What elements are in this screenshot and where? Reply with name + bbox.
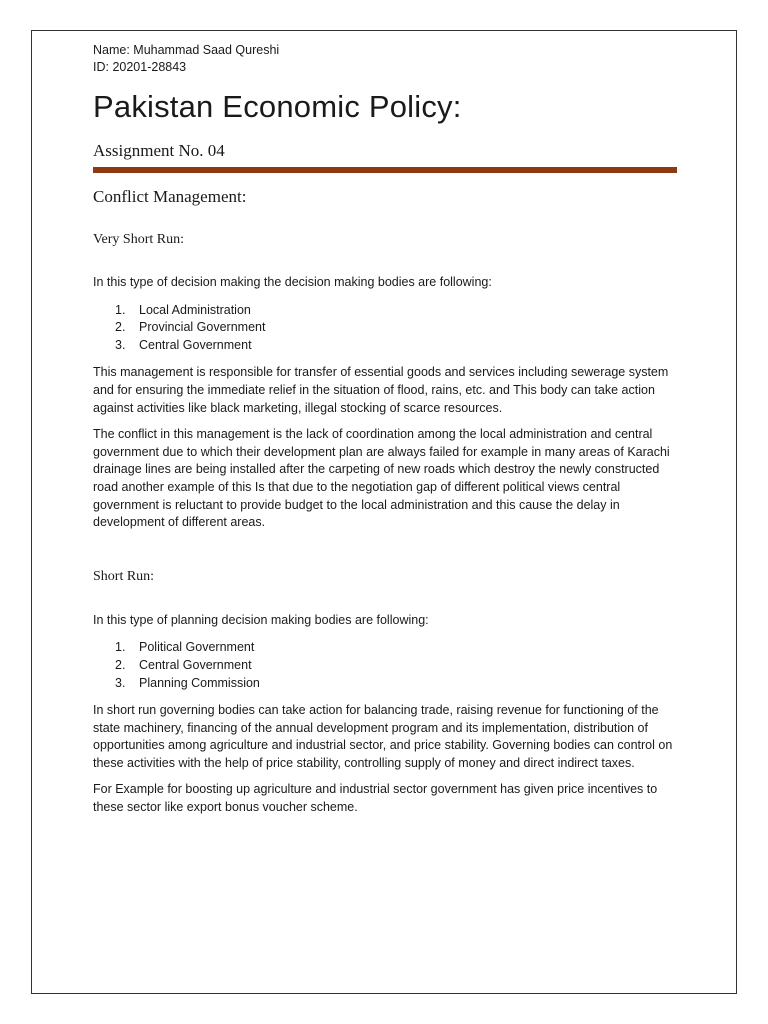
list-number: 3. [115, 675, 126, 690]
author-name: Name: Muhammad Saad Qureshi [93, 43, 280, 57]
list-item [93, 657, 677, 675]
document-title: Pakistan Economic Policy: [93, 89, 462, 124]
heading-very-short-run: Very Short Run: [93, 232, 184, 247]
very-short-run-list [93, 302, 677, 355]
list-item [93, 319, 677, 337]
list-item [93, 675, 677, 693]
list-item [93, 302, 677, 320]
list-number: 1. [115, 640, 126, 655]
list-item [93, 639, 677, 657]
list-number: 3. [115, 337, 126, 352]
list-number: 1. [115, 302, 126, 317]
very-short-run-intro: In this type of decision making the decision making bodies are following: [93, 275, 492, 289]
short-run-list [93, 639, 677, 692]
assignment-subtitle: Assignment No. 04 [93, 141, 225, 160]
list-item [93, 337, 677, 355]
document-body [93, 42, 677, 817]
list-text: Local Administration [139, 302, 251, 317]
list-number: 2. [115, 320, 126, 335]
section-heading-conflict-management: Conflict Management: [93, 187, 247, 206]
list-text: Central Government [139, 337, 252, 352]
student-id: ID: 20201-28843 [93, 60, 187, 74]
list-text: Provincial Government [139, 320, 266, 335]
list-text: Political Government [139, 640, 255, 655]
list-text: Central Government [139, 657, 252, 672]
short-run-intro: In this type of planning decision making bodies are following: [93, 612, 429, 627]
very-short-run-paragraph-2: The conflict in this management is the lack of coordination among the local administration and central government due to which their development plan are always failed for example in many areas of Karachi drainage lines are being installed after the carpeting of new roads which destroy the newly constructed road another example of this Is that due to the negotiation gap of different political views central government is reluctant to provide budget to the local administration and this cause the delay in development of different areas. [93, 427, 670, 530]
list-text: Planning Commission [139, 675, 260, 690]
short-run-paragraph-1: In short run governing bodies can take action for balancing trade, raising revenue for functioning of the state machinery, financing of the annual development program and its implementation, distribution of opportunities among agriculture and industrial sector, and price stability. Governing bodies can control on these activities with the help of price stability, controlling supply of money and direct indirect taxes. [93, 703, 673, 770]
short-run-paragraph-2: For Example for boosting up agriculture and industrial sector government has given price incentives to these sector like export bonus voucher scheme. [93, 782, 658, 815]
title-divider [93, 167, 677, 173]
list-number: 2. [115, 657, 126, 672]
very-short-run-paragraph-1: This management is responsible for transfer of essential goods and services including sewerage system and for ensuring the immediate relief in the situation of flood, rains, etc. and This body can take action against activities like black marketing, illegal stocking of scarce resources. [93, 365, 669, 415]
heading-short-run: Short Run: [93, 568, 155, 584]
